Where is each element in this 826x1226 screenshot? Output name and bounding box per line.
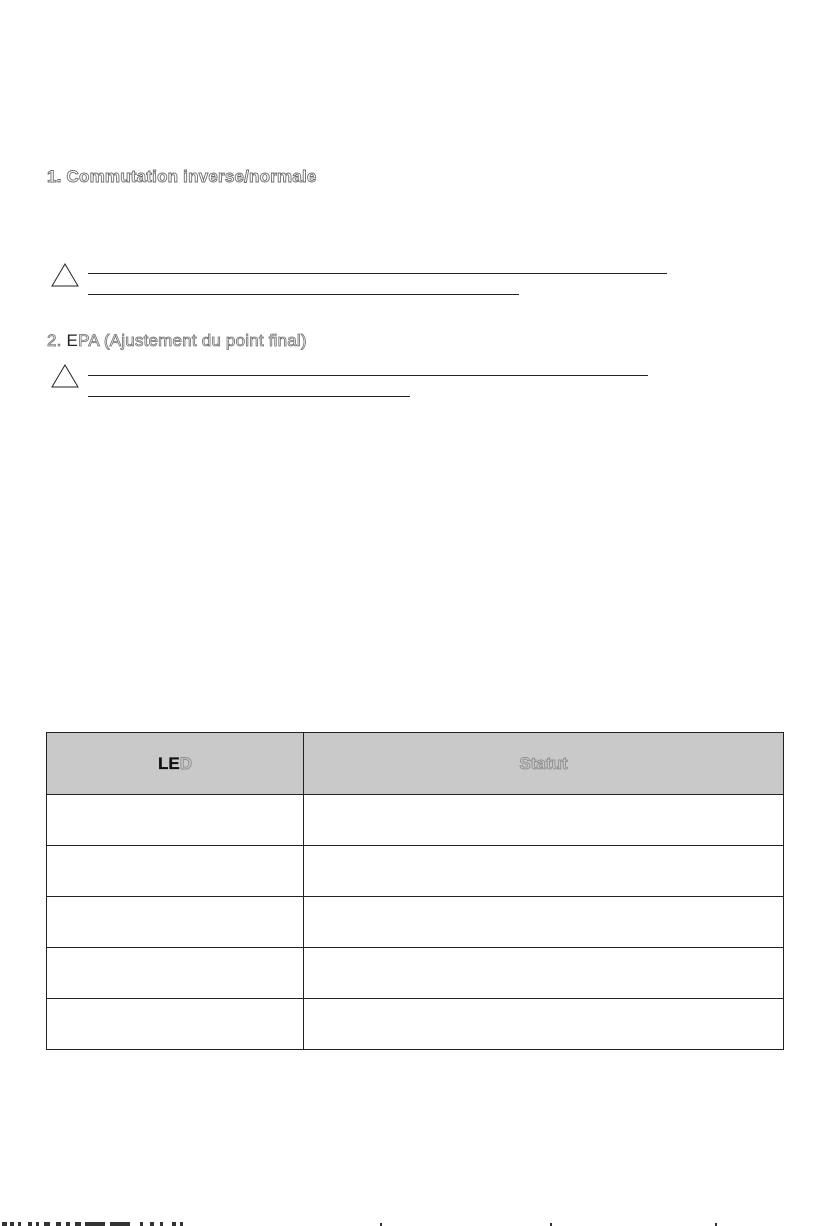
table-row xyxy=(47,999,784,1050)
header-led-rest: D xyxy=(179,753,192,773)
status-cell xyxy=(304,795,784,846)
status-cell xyxy=(304,999,784,1050)
status-cell xyxy=(304,846,784,897)
status-cell xyxy=(304,897,784,948)
cropped-footer-marks xyxy=(0,1218,826,1226)
led-cell xyxy=(47,846,304,897)
warning-triangle-icon xyxy=(51,263,79,287)
led-status-table xyxy=(46,732,784,1050)
section-number: 2. xyxy=(47,331,62,350)
table-row xyxy=(47,795,784,846)
text-underline xyxy=(88,294,519,295)
led-cell xyxy=(47,795,304,846)
table-row xyxy=(47,948,784,999)
section-heading-epa xyxy=(47,331,307,351)
warning-triangle-icon xyxy=(51,364,79,388)
table-row xyxy=(47,846,784,897)
section-number: 1. xyxy=(47,167,62,186)
section-title: Commutation inverse/normale xyxy=(66,167,317,186)
status-cell xyxy=(304,948,784,999)
header-status: Statut xyxy=(304,733,784,795)
section-heading-reverse xyxy=(47,167,317,187)
led-cell xyxy=(47,948,304,999)
section-title-rest: PA (Ajustement du point final) xyxy=(78,331,307,350)
led-cell xyxy=(47,897,304,948)
header-led-bold: LE xyxy=(157,753,180,773)
table-row xyxy=(47,897,784,948)
text-underline xyxy=(88,396,410,397)
table-header-row xyxy=(47,733,784,795)
text-underline xyxy=(88,375,648,376)
text-underline xyxy=(88,273,667,274)
section-title-initial: E xyxy=(66,331,79,350)
led-cell xyxy=(47,999,304,1050)
header-led xyxy=(47,733,304,795)
